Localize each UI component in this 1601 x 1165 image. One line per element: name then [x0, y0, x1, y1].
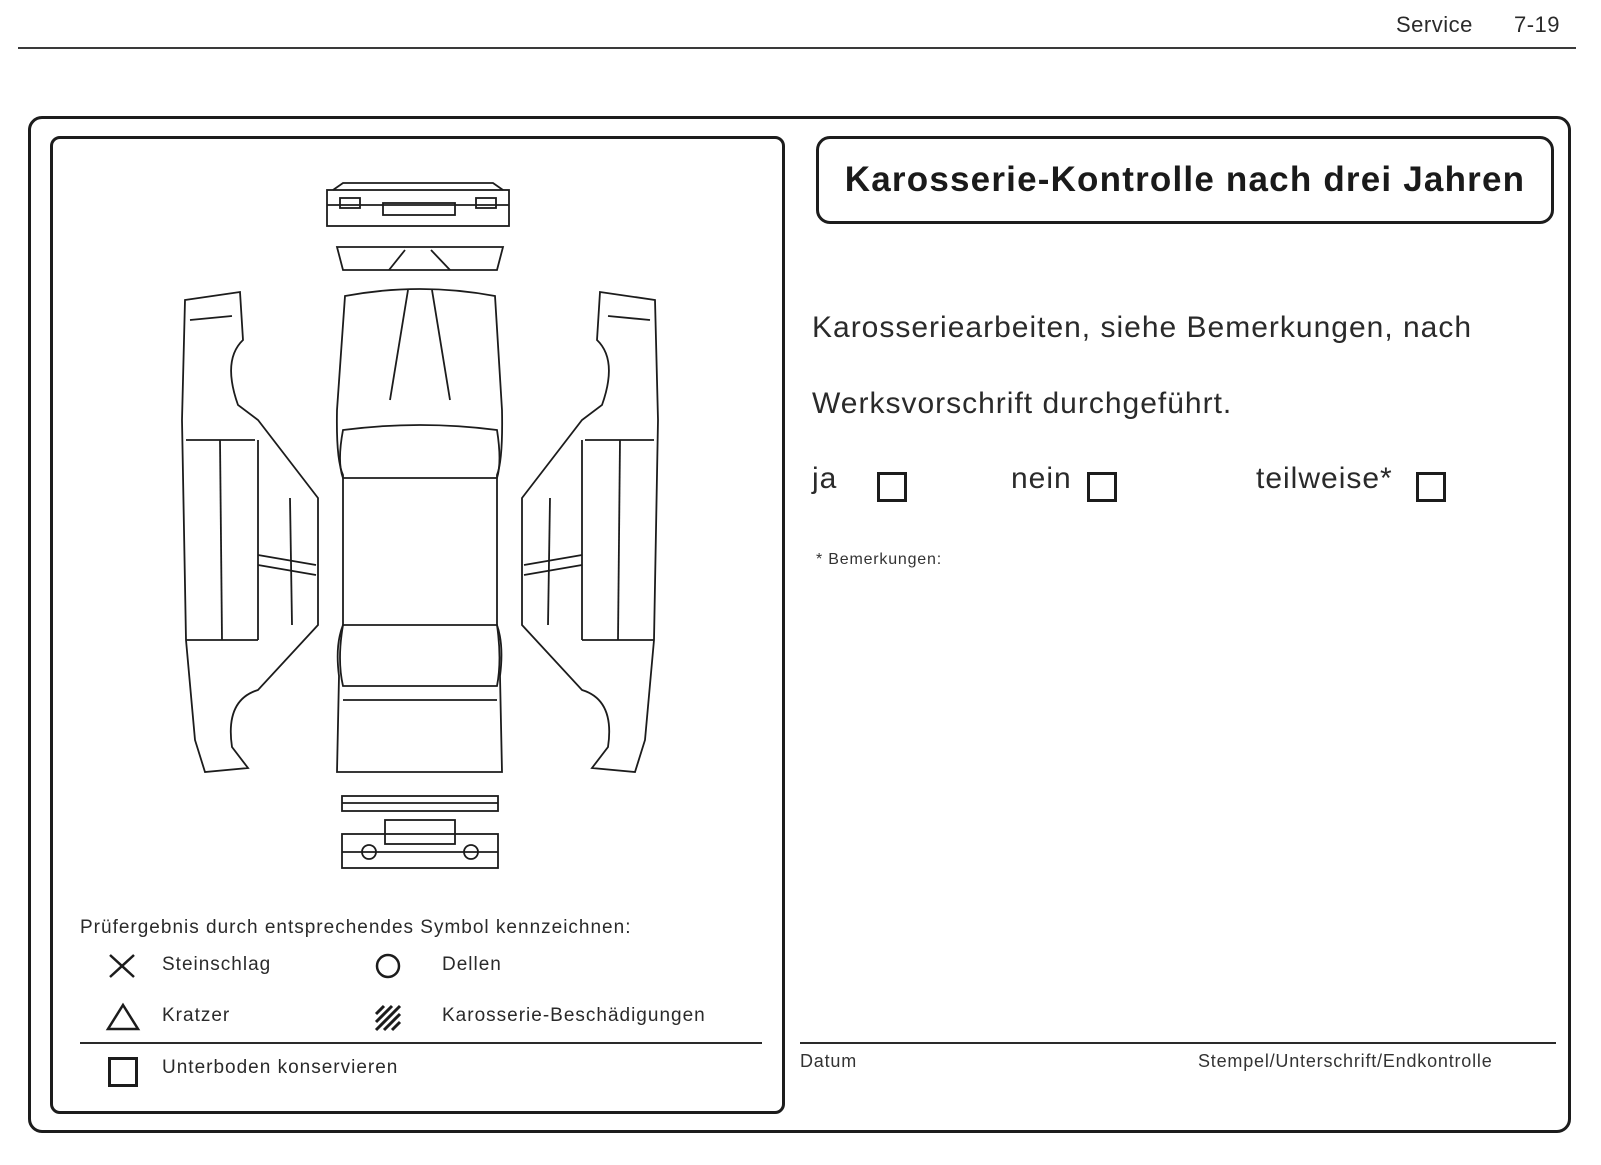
- statement-line-1: Karosseriearbeiten, siehe Bemerkungen, nach: [812, 311, 1473, 344]
- statement-line-2: Werksvorschrift durchgeführt.: [812, 387, 1233, 420]
- signature-label: Stempel/Unterschrift/Endkontrolle: [1198, 1051, 1493, 1071]
- circle-icon: [374, 952, 402, 980]
- header-section: Service: [1396, 12, 1473, 37]
- remarks-label: * Bemerkungen:: [816, 551, 942, 568]
- left-side-panel: [182, 292, 318, 772]
- rear-lid-part: [342, 796, 498, 811]
- checkbox-teilweise[interactable]: [1416, 472, 1446, 502]
- option-ja-label: ja: [812, 462, 838, 495]
- checkbox-nein[interactable]: [1087, 472, 1117, 502]
- legend-label-beschaedigungen: Karosserie-Beschädigungen: [442, 1005, 706, 1026]
- square-icon: [108, 1057, 138, 1087]
- triangle-icon: [106, 1003, 140, 1031]
- rear-bumper-part: [342, 820, 498, 868]
- option-teilweise-label: teilweise*: [1256, 462, 1393, 495]
- page-number: 7-19: [1514, 12, 1561, 37]
- hatched-square-icon: [376, 1006, 400, 1030]
- cross-icon: [108, 953, 136, 979]
- date-label: Datum: [800, 1051, 858, 1071]
- roof-body-part: [337, 289, 502, 772]
- legend-label-unterboden: Unterboden konservieren: [162, 1057, 399, 1078]
- front-bumper-part: [327, 183, 509, 226]
- option-nein-label: nein: [1011, 462, 1072, 495]
- form-title-box: [816, 136, 1554, 224]
- legend-instruction: Prüfergebnis durch entsprechendes Symbol kennzeichnen:: [80, 917, 632, 938]
- legend-label-steinschlag: Steinschlag: [162, 954, 272, 975]
- signature-rule: [800, 1042, 1556, 1044]
- form-title: Karosserie-Kontrolle nach drei Jahren: [844, 160, 1526, 199]
- legend-divider: [80, 1042, 762, 1044]
- checkbox-ja[interactable]: [877, 472, 907, 502]
- right-side-panel: [522, 292, 658, 772]
- legend-label-dellen: Dellen: [442, 954, 502, 975]
- windshield-part: [337, 247, 503, 270]
- legend-label-kratzer: Kratzer: [162, 1005, 231, 1026]
